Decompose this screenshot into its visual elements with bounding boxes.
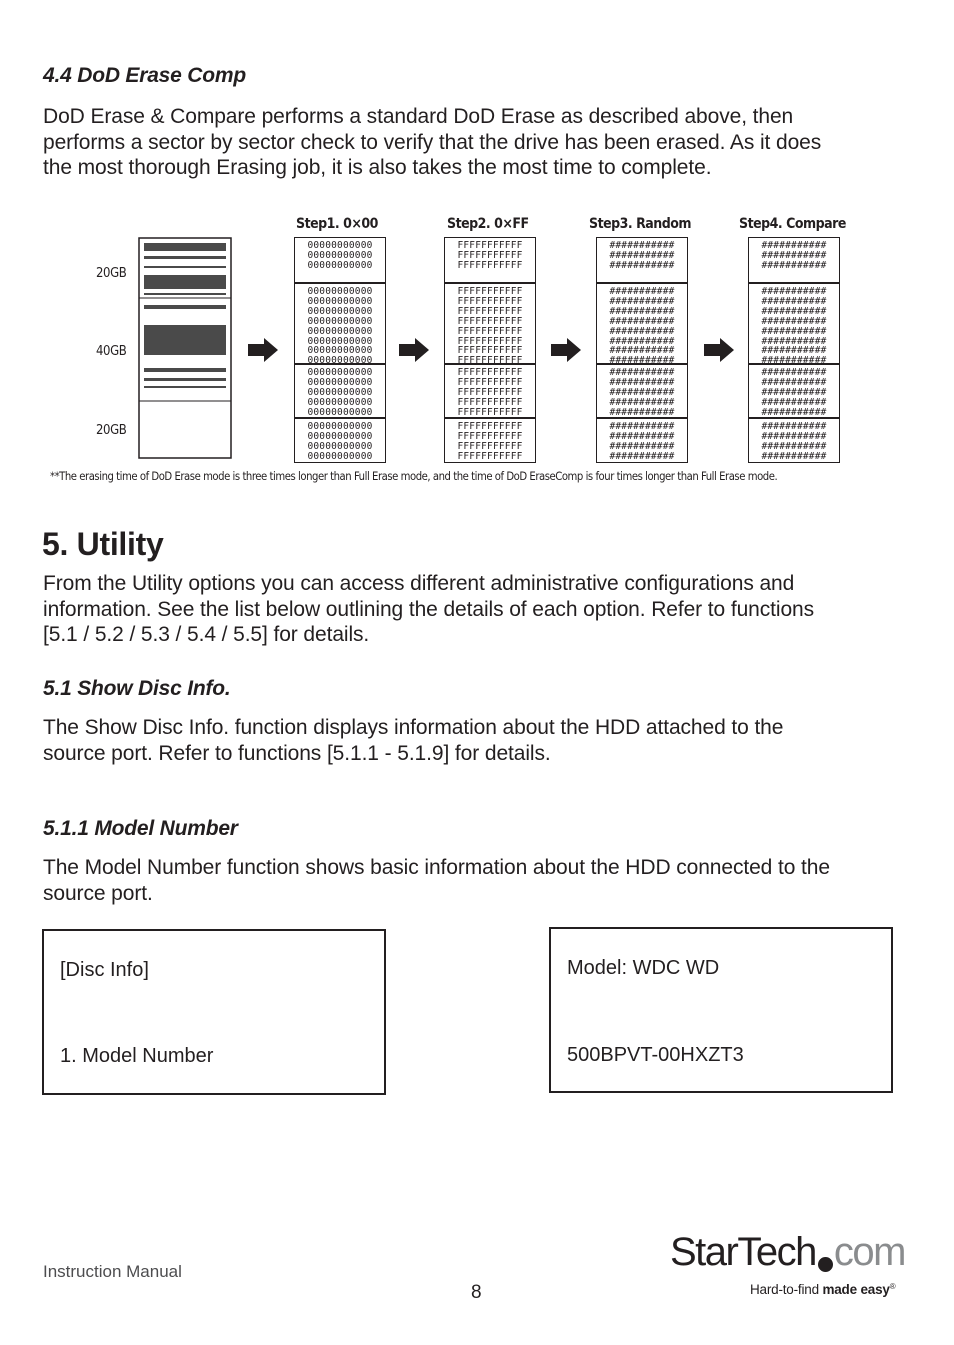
footer-manual-label: Instruction Manual bbox=[43, 1262, 182, 1281]
sector-line: ########### bbox=[609, 440, 675, 452]
sector-line: ########### bbox=[761, 440, 827, 452]
sector-line: 00000000000 bbox=[307, 240, 373, 251]
sector-line: FFFFFFFFFFF bbox=[457, 386, 523, 398]
sector-line: FFFFFFFFFFF bbox=[457, 325, 523, 337]
sector-block bbox=[294, 283, 386, 364]
sector-block bbox=[748, 237, 840, 283]
page-number: 8 bbox=[471, 1282, 482, 1303]
diagram-footnote: **The erasing time of DoD Erase mode is three times longer than Full Erase mode, and the time of DoD EraseComp is four times longer than Full Erase mode. bbox=[50, 470, 778, 483]
sector-block bbox=[444, 364, 536, 418]
sector-line: 00000000000 bbox=[307, 430, 373, 442]
body-line: performs a sector by sector check to verify that the drive has been erased. As it does bbox=[43, 130, 822, 154]
sector-line: ########### bbox=[609, 325, 675, 337]
disk-label-middle: 40GB bbox=[96, 344, 127, 359]
sector-block bbox=[596, 418, 688, 463]
arrow-right-icon bbox=[551, 338, 581, 362]
sector-line: 00000000000 bbox=[307, 295, 373, 307]
body-line: DoD Erase & Compare performs a standard DoD Erase as described above, then bbox=[43, 105, 794, 128]
sector-line: ########### bbox=[609, 406, 675, 418]
step1-sector-column bbox=[294, 237, 386, 463]
logo-dot-icon bbox=[818, 1257, 833, 1272]
sector-line: ########### bbox=[609, 345, 675, 357]
sector-line: ########### bbox=[609, 376, 675, 388]
sector-line: ########### bbox=[609, 315, 675, 327]
sector-line: FFFFFFFFFFF bbox=[457, 249, 523, 261]
sector-line: ########### bbox=[761, 421, 827, 432]
sector-line: ########### bbox=[761, 305, 827, 317]
sector-line: 00000000000 bbox=[307, 345, 373, 357]
sector-line: 00000000000 bbox=[307, 450, 373, 462]
disk-label-bottom: 20GB bbox=[96, 423, 127, 438]
sector-line: FFFFFFFFFFF bbox=[457, 315, 523, 327]
body-line: source port. bbox=[43, 881, 153, 905]
sector-line: ########### bbox=[761, 450, 827, 462]
sector-block bbox=[748, 283, 840, 364]
lcd-screen-model-number bbox=[549, 927, 893, 1093]
body-line: From the Utility options you can access different administrative configurations and bbox=[43, 572, 795, 595]
sector-line: 00000000000 bbox=[307, 249, 373, 261]
sector-line: 00000000000 bbox=[307, 355, 373, 364]
section-5-heading: 5. Utility bbox=[42, 526, 164, 562]
sector-line: ########### bbox=[761, 325, 827, 337]
step2-sector-column bbox=[444, 237, 536, 463]
sector-line: ########### bbox=[761, 345, 827, 357]
sector-line: ########### bbox=[609, 295, 675, 307]
sector-line: ########### bbox=[609, 430, 675, 442]
sector-line: 00000000000 bbox=[307, 325, 373, 337]
sector-line: ########### bbox=[761, 386, 827, 398]
sector-line: ########### bbox=[609, 249, 675, 261]
sector-line: ########### bbox=[761, 295, 827, 307]
sector-line: ########### bbox=[761, 396, 827, 408]
sector-block bbox=[596, 237, 688, 283]
disk-label-top: 20GB bbox=[96, 266, 127, 281]
sector-line: ########### bbox=[609, 240, 675, 251]
tagline-registered: ® bbox=[889, 1282, 896, 1291]
body-line: The Model Number function shows basic information about the HDD connected to the bbox=[43, 856, 830, 879]
logo-text-end: com bbox=[833, 1230, 905, 1274]
sector-line: ########### bbox=[609, 355, 675, 364]
sector-line: FFFFFFFFFFF bbox=[457, 450, 523, 462]
sector-line: FFFFFFFFFFF bbox=[457, 345, 523, 357]
sector-line: FFFFFFFFFFF bbox=[457, 355, 523, 364]
sector-line: ########### bbox=[761, 259, 827, 271]
logo-text-start: StarTech bbox=[670, 1230, 816, 1274]
sector-line: ########### bbox=[761, 335, 827, 347]
lcd-line-1: Model: WDC WD bbox=[567, 957, 720, 979]
sector-block bbox=[444, 237, 536, 283]
arrow-right-icon bbox=[704, 338, 734, 362]
sector-line: ########### bbox=[609, 386, 675, 398]
sector-line: ########### bbox=[609, 421, 675, 432]
sector-line: ########### bbox=[609, 259, 675, 271]
sector-block bbox=[596, 364, 688, 418]
sector-line: ########### bbox=[761, 376, 827, 388]
step4-title: Step4. Compare bbox=[739, 216, 846, 232]
sector-line: 00000000000 bbox=[307, 367, 373, 378]
arrow-right-icon bbox=[399, 338, 429, 362]
dod-erase-diagram bbox=[44, 208, 910, 498]
body-line: the most thorough Erasing job, it is also takes the most time to complete. bbox=[43, 156, 712, 179]
section-4-4-body bbox=[43, 104, 821, 181]
sector-line: FFFFFFFFFFF bbox=[457, 376, 523, 388]
sector-line: 00000000000 bbox=[307, 396, 373, 408]
section-5-1-1-body bbox=[43, 855, 830, 906]
sector-line: 00000000000 bbox=[307, 406, 373, 418]
sector-line: ########### bbox=[761, 406, 827, 418]
sector-line: FFFFFFFFFFF bbox=[457, 335, 523, 347]
sector-line: 00000000000 bbox=[307, 386, 373, 398]
sector-line: ########### bbox=[761, 315, 827, 327]
sector-line: 00000000000 bbox=[307, 259, 373, 271]
sector-line: ########### bbox=[609, 450, 675, 462]
sector-block bbox=[294, 418, 386, 463]
sector-line: ########### bbox=[761, 430, 827, 442]
sector-block bbox=[444, 418, 536, 463]
sector-block bbox=[748, 364, 840, 418]
sector-line: 00000000000 bbox=[307, 376, 373, 388]
lcd-line-2: 1. Model Number bbox=[60, 1045, 214, 1067]
disk-illustration bbox=[138, 237, 234, 463]
step3-title: Step3. Random bbox=[589, 216, 692, 232]
sector-line: ########### bbox=[761, 240, 827, 251]
sector-line: FFFFFFFFFFF bbox=[457, 240, 523, 251]
sector-line: ########### bbox=[609, 286, 675, 297]
sector-line: FFFFFFFFFFF bbox=[457, 295, 523, 307]
sector-line: ########### bbox=[609, 305, 675, 317]
section-4-4-heading: 4.4 DoD Erase Comp bbox=[43, 64, 246, 87]
sector-line: ########### bbox=[609, 396, 675, 408]
sector-block bbox=[294, 237, 386, 283]
sector-block bbox=[748, 418, 840, 463]
sector-line: 00000000000 bbox=[307, 421, 373, 432]
tagline-start: Hard-to-find bbox=[750, 1282, 823, 1297]
sector-line: ########### bbox=[609, 367, 675, 378]
sector-line: 00000000000 bbox=[307, 315, 373, 327]
body-line: source port. Refer to functions [5.1.1 - 5.1.9] for details. bbox=[43, 741, 551, 765]
section-5-1-1-heading: 5.1.1 Model Number bbox=[43, 817, 238, 840]
lcd-screen-disc-info bbox=[42, 929, 386, 1095]
sector-line: FFFFFFFFFFF bbox=[457, 396, 523, 408]
sector-line: FFFFFFFFFFF bbox=[457, 259, 523, 271]
sector-block bbox=[596, 283, 688, 364]
sector-line: ########### bbox=[761, 286, 827, 297]
sector-line: ########### bbox=[761, 249, 827, 261]
section-5-1-body bbox=[43, 715, 783, 766]
sector-line: FFFFFFFFFFF bbox=[457, 430, 523, 442]
body-line: The Show Disc Info. function displays information about the HDD attached to the bbox=[43, 716, 784, 739]
tagline-bold: made easy bbox=[822, 1282, 890, 1297]
startech-logo bbox=[668, 1230, 914, 1306]
step1-title: Step1. 0×00 bbox=[296, 216, 378, 232]
sector-line: 00000000000 bbox=[307, 305, 373, 317]
step3-sector-column bbox=[596, 237, 688, 463]
sector-line: 00000000000 bbox=[307, 440, 373, 452]
lcd-line-2: 500BPVT-00HXZT3 bbox=[567, 1044, 744, 1066]
sector-block bbox=[294, 364, 386, 418]
sector-line: FFFFFFFFFFF bbox=[457, 286, 523, 297]
sector-line: ########### bbox=[761, 355, 827, 364]
body-line: [5.1 / 5.2 / 5.3 / 5.4 / 5.5] for details. bbox=[43, 623, 370, 646]
section-5-1-heading: 5.1 Show Disc Info. bbox=[43, 677, 231, 700]
sector-line: FFFFFFFFFFF bbox=[457, 421, 523, 432]
sector-line: FFFFFFFFFFF bbox=[457, 305, 523, 317]
body-line: information. See the list below outlining the details of each option. Refer to functions bbox=[43, 597, 815, 621]
sector-line: FFFFFFFFFFF bbox=[457, 406, 523, 418]
sector-line: FFFFFFFFFFF bbox=[457, 440, 523, 452]
arrow-right-icon bbox=[248, 338, 278, 362]
sector-line: 00000000000 bbox=[307, 286, 373, 297]
sector-line: ########### bbox=[609, 335, 675, 347]
section-5-body bbox=[43, 571, 814, 648]
step2-title: Step2. 0×FF bbox=[447, 216, 529, 232]
sector-line: 00000000000 bbox=[307, 335, 373, 347]
step4-sector-column bbox=[748, 237, 840, 463]
sector-block bbox=[444, 283, 536, 364]
lcd-line-1: [Disc Info] bbox=[60, 959, 149, 981]
